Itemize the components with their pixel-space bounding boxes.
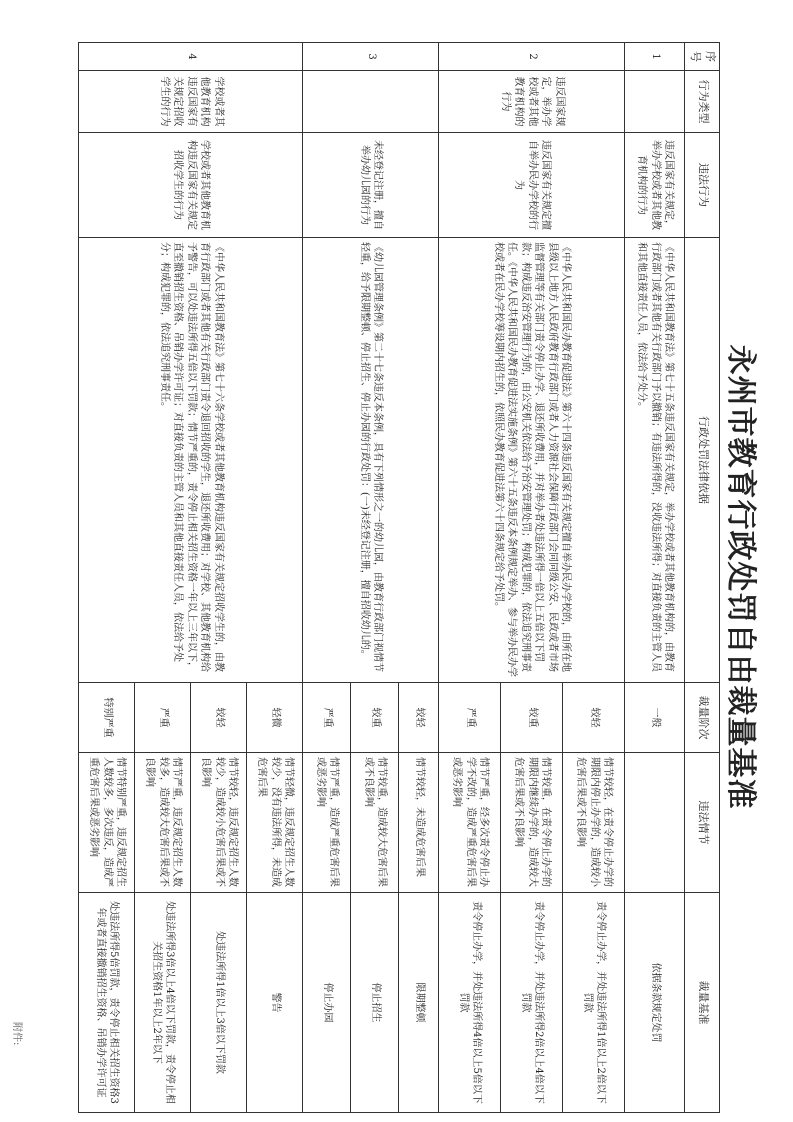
row-standard: 停止招生 xyxy=(351,893,399,1113)
row-level: 严重 xyxy=(135,683,191,753)
row-level: 一般 xyxy=(625,683,685,753)
row-basis: 《中华人民共和国民办教育促进法》第六十四条违反国家有关规定擅自举办民办学校的，由所在地县级以上地方人民政府教育行政部门或者人力资源社会保障行政部门会同同级公安、民政或者市场监督管理等有关部门责令停止办学、退还所收费用，并对举办者处违法所得一倍以上五倍以下罚款；构成违反治安管理行为的，由公安机关依法给予治安管理处罚；构成犯罪的，依法追究刑事责任。《中华人民共和国民办教育促进法实施条例》第六十五条违反本条例规定举办、参与举办民办学校或者在民办学校筹设期内招生的，依照民办教育促进法第六十四条规定给予处罚。 xyxy=(439,238,625,683)
row-basis: 《中华人民共和国教育法》第七十六条学校或者其他教育机构违反国家有关规定招收学生的，由教育行政部门或者其他有关行政部门责令退回招收的学生，退还所收费用；对学校、其他教育机构给予警告，可以处违法所得五倍以下罚款；情节严重的，责令停止相关招生资格一年以上三年以下，直至撤销招生资格、吊销办学许可证；对直接负责的主管人员和其他直接责任人员，依法给予处分；构成犯罪的，依法追究刑事责任。 xyxy=(79,238,303,683)
row-behavior: 违反国家有关规定，举办学校或者其他教育机构的行为 xyxy=(625,133,685,238)
row-detail: 情节轻微，违反规定招生人数较少，没有违法所得，未造成危害后果 xyxy=(247,753,303,893)
row-detail: 情节较重，造成较大危害后果或不良影响 xyxy=(351,753,399,893)
table-row xyxy=(399,43,439,1113)
row-level: 严重 xyxy=(303,683,351,753)
row-detail: 情节特别严重，违反规定招生人数较多，多次违反，造成严重危害后果或恶劣影响 xyxy=(79,753,135,893)
row-no: 1 xyxy=(625,43,685,71)
row-level: 轻微 xyxy=(247,683,303,753)
row-level: 较重 xyxy=(351,683,399,753)
row-standard: 限期整顿 xyxy=(399,893,439,1113)
row-standard: 依据条款规定处罚 xyxy=(625,893,685,1113)
row-standard: 处违法所得3倍以上4倍以下罚款，责令停止相关招生资格1年以上2年以下 xyxy=(135,893,191,1113)
row-level: 较轻 xyxy=(191,683,247,753)
header-level: 裁量阶次 xyxy=(685,683,720,753)
row-detail: 情节严重，违反规定招生人数较多，造成较大危害后果或不良影响 xyxy=(135,753,191,893)
row-standard: 责令停止办学，并处违法所得4倍以上5倍以下罚款 xyxy=(439,893,501,1113)
row-type: 违反国家规定，举办学校或者其他教育机构的行为 xyxy=(439,71,625,133)
row-standard: 停止办园 xyxy=(303,893,351,1113)
row-behavior: 违反国家有关规定擅自举办民办学校的行为 xyxy=(439,133,625,238)
row-standard: 责令停止办学，并处违法所得2倍以上4倍以下罚款 xyxy=(501,893,563,1113)
row-no: 2 xyxy=(439,43,625,71)
row-type xyxy=(303,71,439,133)
row-standard: 处违法所得5倍罚款，责令停止相关招生资格3年或者直接撤销招生资格、吊销办学许可证 xyxy=(79,893,135,1113)
row-level: 特别严重 xyxy=(79,683,135,753)
header-behavior: 违法行为 xyxy=(685,133,720,238)
row-basis: 《幼儿园管理条例》第二十七条违反本条例，具有下列情形之一的幼儿园，由教育行政部门视情节轻重，给予限期整顿、停止招生、停止办园的行政处罚：(一)未经登记注册，擅自招收幼儿的。 xyxy=(303,238,439,683)
row-basis: 《中华人民共和国教育法》第七十五条违反国家有关规定，举办学校或者其他教育机构的，由教育行政部门或者其他有关行政部门予以撤销；有违法所得的，没收违法所得；对直接负责的主管人员和其他直接责任人员，依法给予处分。 xyxy=(625,238,685,683)
row-detail: 情节较轻，未造成危害后果 xyxy=(399,753,439,893)
row-behavior: 学校或者其他教育机构违反国家有关规定招收学生的行为 xyxy=(79,133,303,238)
row-level: 较轻 xyxy=(563,683,625,753)
row-level: 严重 xyxy=(439,683,501,753)
page-title: 永州市教育行政处罚自由裁量基准 xyxy=(723,344,758,810)
row-detail: 情节严重，造成严重危害后果或恶劣影响 xyxy=(303,753,351,893)
row-behavior: 未经登记注册，擅自举办幼儿园的行为 xyxy=(303,133,439,238)
row-standard: 处违法所得1倍以上3倍以下罚款 xyxy=(191,893,247,1113)
header-detail: 违法情节 xyxy=(685,753,720,893)
row-detail: 情节较重，在责令停止办学的期限内继续办学的，造成较大危害后果或不良影响 xyxy=(501,753,563,893)
rotated-page xyxy=(54,42,768,1112)
table-row xyxy=(247,43,303,1113)
attachment-label: 附件: xyxy=(11,1022,22,1046)
row-detail: 情节严重，经多次责令停止办学不改的，造成严重危害后果或恶劣影响 xyxy=(439,753,501,893)
header-standard: 裁量基准 xyxy=(685,893,720,1113)
row-no: 3 xyxy=(303,43,439,71)
standards-table xyxy=(78,42,720,1113)
table-row xyxy=(563,43,625,1113)
header-row xyxy=(685,43,720,1113)
row-standard: 警告 xyxy=(247,893,303,1113)
row-level: 较轻 xyxy=(399,683,439,753)
header-no: 序号 xyxy=(685,43,720,71)
row-standard: 责令停止办学，并处违法所得1倍以上2倍以下罚款 xyxy=(563,893,625,1113)
table-row xyxy=(625,43,685,1113)
row-type: 学校或者其他教育机构违反国家有关规定招收学生的行为 xyxy=(79,71,303,133)
row-detail: 情节较轻，在责令停止办学的期限内停止办学的，造成较小危害后果或不良影响 xyxy=(563,753,625,893)
header-basis: 行政处罚法律依据 xyxy=(685,238,720,683)
row-detail xyxy=(625,753,685,893)
row-detail: 情节较轻，违反规定招生人数较少，造成较小危害后果或不良影响 xyxy=(191,753,247,893)
row-level: 较重 xyxy=(501,683,563,753)
header-type: 行为类型 xyxy=(685,71,720,133)
row-no: 4 xyxy=(79,43,303,71)
row-type xyxy=(625,71,685,133)
